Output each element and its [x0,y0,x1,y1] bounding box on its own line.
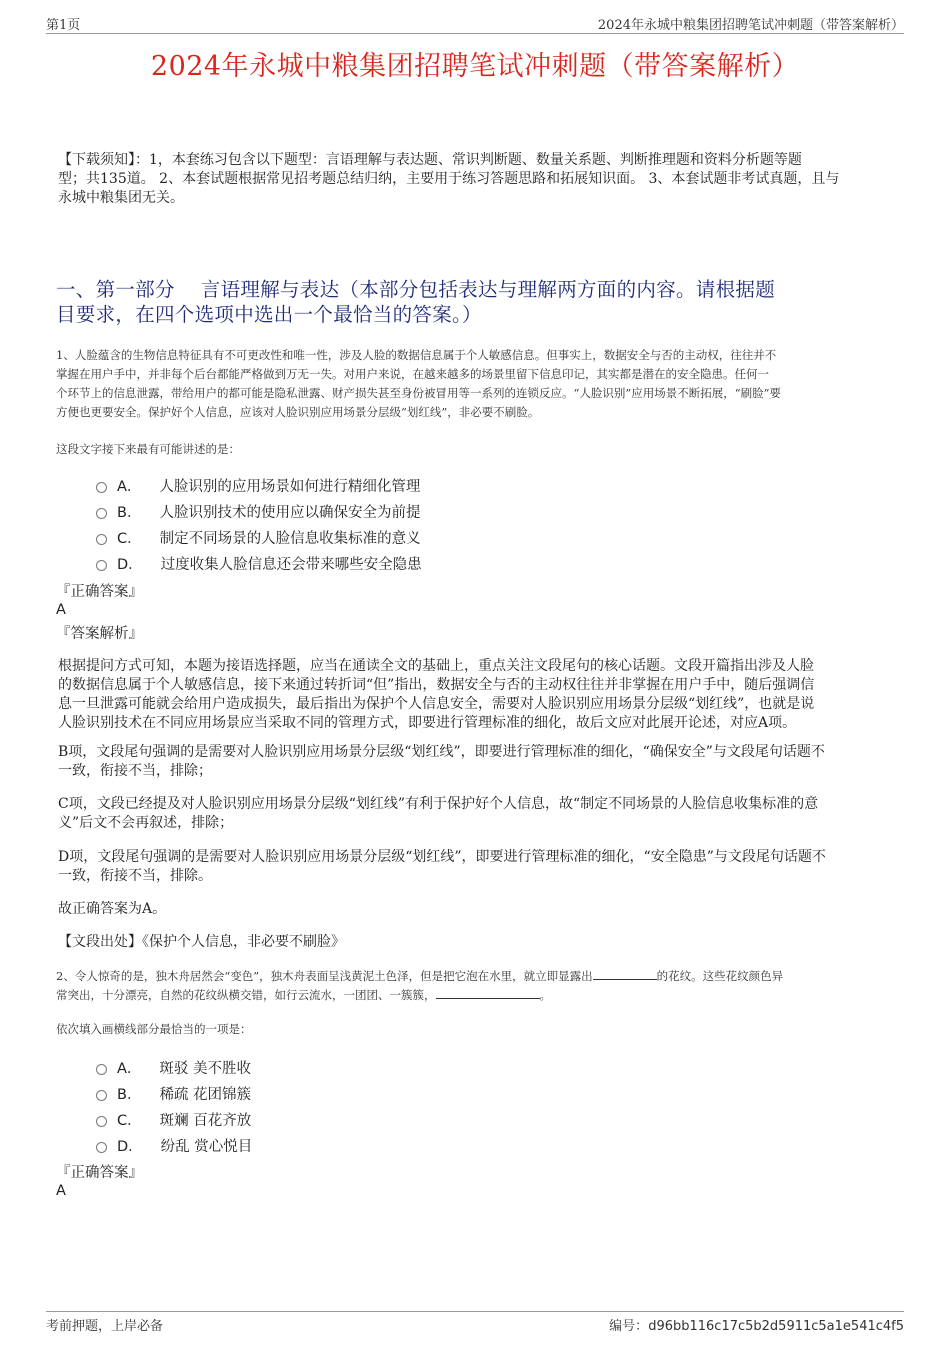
analysis-line: 一致，衔接不当，排除； [58,763,212,779]
correct-answer-label: 『正确答案』 [56,584,143,600]
option-text: 制定不同场景的人脸信息收集标准的意义 [159,530,421,547]
fill-blank[interactable] [436,986,540,999]
option-a[interactable] [96,1056,252,1078]
stem-line: 掌握在用户手中，并非每个后台都能严格做到万无一失。对用户来说，在越来越多的场景里留下信息印记，其实都是潜在的安全隐患。任何一 [56,367,769,381]
analysis-conclusion: 故正确答案为A。 [58,901,167,917]
notice-line: 永城中粮集团无关。 [58,190,184,206]
analysis-line: 息一旦泄露可能就会给用户造成损失，最后指出为保护个人信息安全，需要对人脸识别应用场景分层级“划红线”，也就是说 [58,696,815,712]
option-d[interactable] [96,552,422,574]
analysis-line: D项，文段尾句强调的是需要对人脸识别应用场景分层级“划红线”，即要进行管理标准的细化，“安全隐患”与文段尾句话题不 [58,849,826,865]
option-letter: D． [117,556,143,573]
option-text: 稀疏 花团锦簇 [159,1086,252,1103]
option-letter: C． [117,530,142,547]
option-letter: A． [117,1060,142,1077]
radio-icon[interactable] [96,1064,107,1075]
radio-icon[interactable] [96,482,107,493]
text-source: 【文段出处】《保护个人信息，非必要不刷脸》 [58,934,345,950]
option-text: 人脸识别技术的使用应以确保安全为前提 [159,504,421,521]
option-letter: D． [117,1138,143,1155]
analysis-line: 根据提问方式可知，本题为接语选择题，应当在通读全文的基础上，重点关注文段尾句的核心话题。文段开篇指出涉及人脸 [58,658,814,674]
option-b[interactable] [96,1082,252,1104]
option-letter: A． [117,478,142,495]
option-text: 纷乱 赏心悦目 [160,1138,253,1155]
question-1-stem [56,346,906,422]
code-label: 编号： [609,1319,649,1334]
stem-line: 个环节上的信息泄露，带给用户的都可能是隐私泄露、财产损失甚至身份被冒用等一系列的连锁反应。“人脸识别”应用场景不断拓展，“刷脸”要 [56,386,782,400]
option-text: 过度收集人脸信息还会带来哪些安全隐患 [160,556,422,573]
footer-code [609,1315,904,1334]
question-2-prompt: 依次填入画横线部分最恰当的一项是： [56,1022,252,1036]
radio-icon[interactable] [96,534,107,545]
stem-text: 。 [539,988,551,1002]
section-heading-line: 目要求，在四个选项中选出一个最恰当的答案。） [56,303,482,326]
radio-icon[interactable] [96,560,107,571]
footer-divider [46,1311,904,1312]
stem-line: 1、人脸蕴含的生物信息特征具有不可更改性和唯一性，涉及人脸的数据信息属于个人敏感信息。但事实上，数据安全与否的主动权，往往并不 [56,348,777,362]
stem-line: 方便也更要安全。保护好个人信息，应该对人脸识别应用场景分层级“划红线”，非必要不刷脸。 [56,405,540,419]
option-text: 斑斓 百花齐放 [159,1112,252,1129]
stem-text: 常突出，十分漂亮，自然的花纹纵横交错，如行云流水，一团团、一簇簇， [56,988,436,1002]
question-1-prompt: 这段文字接下来最有可能讲述的是： [56,442,240,456]
download-notice [58,151,908,208]
code-value: d96bb116c17c5b2d5911c5a1e541c4f5 [648,1319,904,1334]
header-divider [46,33,904,34]
option-text: 人脸识别的应用场景如何进行精细化管理 [159,478,421,495]
analysis-option-c [58,795,908,833]
analysis-option-b [58,743,908,781]
correct-answer: A [56,1183,66,1199]
option-letter: B． [117,504,142,521]
question-1-options [96,474,422,574]
stem-text: 2、令人惊奇的是，独木舟居然会“变色”，独木舟表面呈浅黄泥土色泽，但是把它泡在水里，就立即显露出 [56,969,593,983]
notice-line: 型；共135道。 2、本套试题根据常见招考题总结归纳，主要用于练习答题思路和拓展知识面。 3、本套试题非考试真题，且与 [58,171,840,187]
notice-line: 【下载须知】：1，本套练习包含以下题型：言语理解与表达题、常识判断题、数量关系题、判断推理题和资料分析题等题 [58,152,802,168]
option-a[interactable] [96,474,422,496]
radio-icon[interactable] [96,1116,107,1127]
option-c[interactable] [96,1108,252,1130]
analysis-line: C项，文段已经提及对人脸识别应用场景分层级“划红线”有利于保护好个人信息，故“制定不同场景的人脸信息收集标准的意 [58,796,819,812]
stem-line [56,967,906,986]
fill-blank[interactable] [593,967,657,980]
question-2-options [96,1056,252,1156]
option-b[interactable] [96,500,422,522]
section-heading [56,277,916,327]
analysis-line: 义”后文不会再叙述，排除； [58,815,234,831]
radio-icon[interactable] [96,1090,107,1101]
correct-answer-label: 『正确答案』 [56,1165,143,1181]
option-c[interactable] [96,526,422,548]
radio-icon[interactable] [96,1142,107,1153]
page-number: 第1页 [46,18,81,33]
analysis-line: 人脸识别技术在不同应用场景应当采取不同的管理方式，即要进行管理标准的细化，故后文应对此展开论述，对应A项。 [58,715,797,731]
analysis-line: 一致，衔接不当，排除。 [58,868,212,884]
option-text: 斑驳 美不胜收 [159,1060,252,1077]
correct-answer: A [56,602,66,618]
analysis-main [58,657,908,733]
analysis-line: B项，文段尾句强调的是需要对人脸识别应用场景分层级“划红线”，即要进行管理标准的细化，“确保安全”与文段尾句话题不 [58,744,825,760]
header-doc-title: 2024年永城中粮集团招聘笔试冲刺题（带答案解析） [597,18,904,33]
analysis-option-d [58,848,908,886]
option-d[interactable] [96,1134,252,1156]
page-title: 2024年永城中粮集团招聘笔试冲刺题（带答案解析） [150,51,800,82]
footer-slogan: 考前押题，上岸必备 [46,1319,164,1334]
analysis-label: 『答案解析』 [56,626,143,642]
question-2-stem [56,967,906,1005]
stem-text: 的花纹。这些花纹颜色异 [656,969,784,983]
option-letter: C． [117,1112,142,1129]
stem-line [56,986,906,1005]
radio-icon[interactable] [96,508,107,519]
option-letter: B． [117,1086,142,1103]
analysis-line: 的数据信息属于个人敏感信息，接下来通过转折词“但”指出，数据安全与否的主动权往往并非掌握在用户手中，随后强调信 [58,677,815,693]
section-heading-line: 一、第一部分 言语理解与表达（本部分包括表达与理解两方面的内容。请根据题 [56,278,775,301]
